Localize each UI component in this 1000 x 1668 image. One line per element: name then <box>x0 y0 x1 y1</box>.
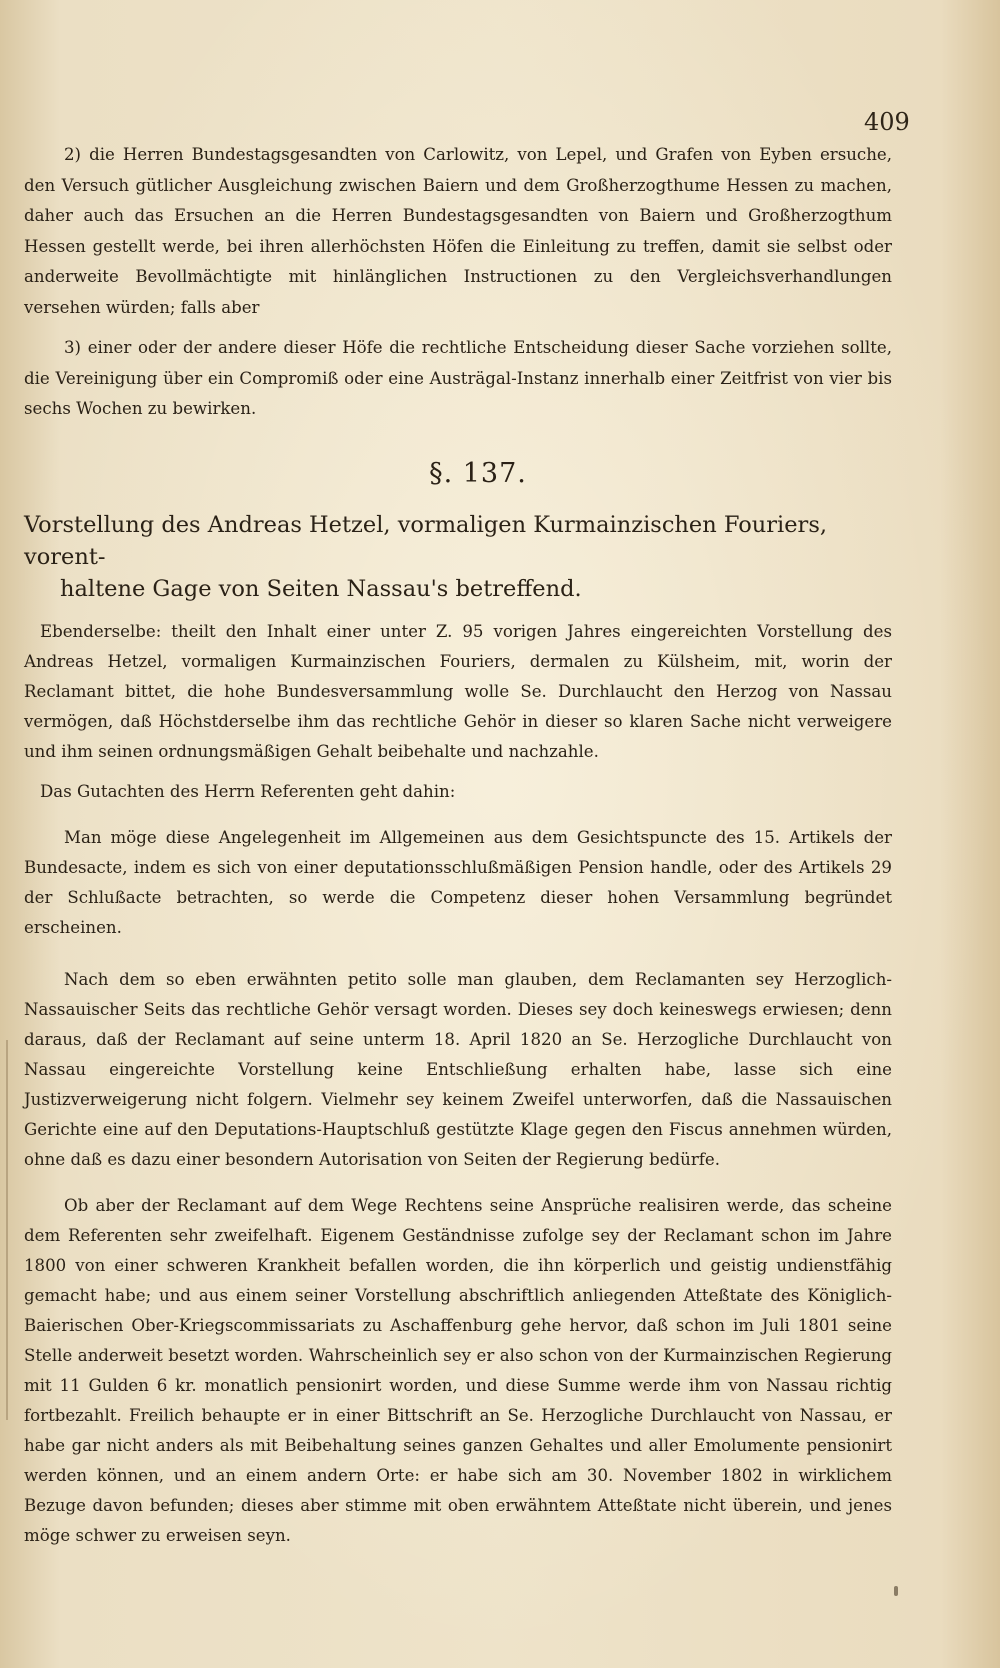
paragraph-item-3: 3) einer oder der andere dieser Höfe die rechtliche Entscheidung dieser Sache vorziehen sollte, die Vereinigung über ein Compromiß oder eine Austrägal-Instanz innerhalb einer Zeitfrist von vier bis sechs Wochen zu bewirken. <box>24 338 892 418</box>
paragraph-competence: Man möge diese Angelegenheit im Allgemeinen aus dem Gesichtspuncte des 15. Artikels der Bundesacte, indem es sich von einer deputationsschlußmäßigen Pension handle, oder des Artikels 29 der Schlußacte betrachten, so werde die Competenz dieser hohen Versammlung begründet erscheinen. <box>24 827 892 937</box>
ink-speck <box>894 1586 898 1596</box>
paragraph-reclamant: Ob aber der Reclamant auf dem Wege Rechtens seine Ansprüche realisiren werde, das scheine dem Referenten sehr zweifelhaft. Eigenem Geständnisse zufolge sey der Reclamant schon im Jahre 1800 von einer schweren Krankheit befallen worden, die ihn körperlich und geistig undienstfähig gemacht habe; und aus einem seiner Vorstellung abschriftlich anliegenden Atteßtate des Königlich-Baierischen Ober-Kriegscommissariats zu Aschaffenburg gehe hervor, daß schon im Juli 1801 seine Stelle anderweit besetzt worden. Wahrscheinlich sey er also schon von der Kurmainzischen Regierung mit 11 Gulden 6 kr. monatlich pensionirt worden, und diese Summe werde ihm von Nassau richtig fortbezahlt. Freilich behaupte er in einer Bittschrift an Se. Herzogliche Durchlaucht von Nassau, er habe gar nicht anders als mit Beibehaltung seines ganzen Gehaltes und aller Emolumente pensionirt werden können, und an einem andern Orte: er habe sich am 30. November 1802 in wirklichem Bezuge davon befunden; dieses aber stimme mit oben erwähntem Atteßtate nicht überein, und jenes möge schwer zu erweisen seyn. <box>24 1195 892 1545</box>
paragraph-intro: Ebenderselbe: theilt den Inhalt einer unter Z. 95 vorigen Jahres eingereichten Vorstellung des Andreas Hetzel, vormaligen Kurmainzischen Fouriers, dermalen zu Külsheim, mit, worin der Reclamant bittet, die hohe Bundesversammlung wolle Se. Durchlaucht den Herzog von Nassau vermögen, daß Höchstderselbe ihm das rechtliche Gehör in dieser so klaren Sache nicht verweigere und ihm seinen ordnungsmäßigen Gehalt beibehalte und nachzahle. <box>24 621 892 761</box>
page-number: 409 <box>864 108 910 136</box>
page-edge-shadow <box>6 1040 8 1420</box>
paragraph-item-2: 2) die Herren Bundestagsgesandten von Carlowitz, von Lepel, und Grafen von Eyben ersuche, den Versuch gütlicher Ausgleichung zwischen Baiern und dem Großherzogthume Hessen zu machen, daher auch das Ersuchen an die Herren Bundestagsgesandten von Baiern und Großherzogthum Hessen gestellt werde, bei ihren allerhöchsten Höfen die Einleitung zu treffen, damit sie selbst oder anderweite Bevollmächtigte mit hinlänglichen Instructionen zu den Vergleichsverhandlungen versehen würden; falls aber <box>24 145 892 317</box>
paragraph-gutachten: Das Gutachten des Herrn Referenten geht dahin: <box>40 781 456 801</box>
section-heading: §. 137. <box>429 457 527 489</box>
paragraph-petito: Nach dem so eben erwähnten petito solle man glauben, dem Reclamanten sey Herzoglich-Nassauischer Seits das rechtliche Gehör versagt worden. Dieses sey doch keineswegs erwiesen; denn daraus, daß der Reclamant auf seine unterm 18. April 1820 an Se. Herzogliche Durchlaucht von Nassau eingereichte Vorstellung keine Entschließung erhalten habe, lasse sich eine Justizverweigerung nicht folgern. Vielmehr sey keinem Zweifel unterworfen, daß die Nassauischen Gerichte eine auf den Deputations-Hauptschluß gestützte Klage gegen den Fiscus annehmen würden, ohne daß es dazu einer besondern Autorisation von Seiten der Regierung bedürfe. <box>24 969 892 1169</box>
section-title-line-2: haltene Gage von Seiten Nassau's betreffend. <box>60 575 582 602</box>
section-title <box>24 509 892 605</box>
section-title-line-1: Vorstellung des Andreas Hetzel, vormaligen Kurmainzischen Fouriers, vorent- <box>24 511 828 570</box>
page-content <box>24 140 892 1551</box>
